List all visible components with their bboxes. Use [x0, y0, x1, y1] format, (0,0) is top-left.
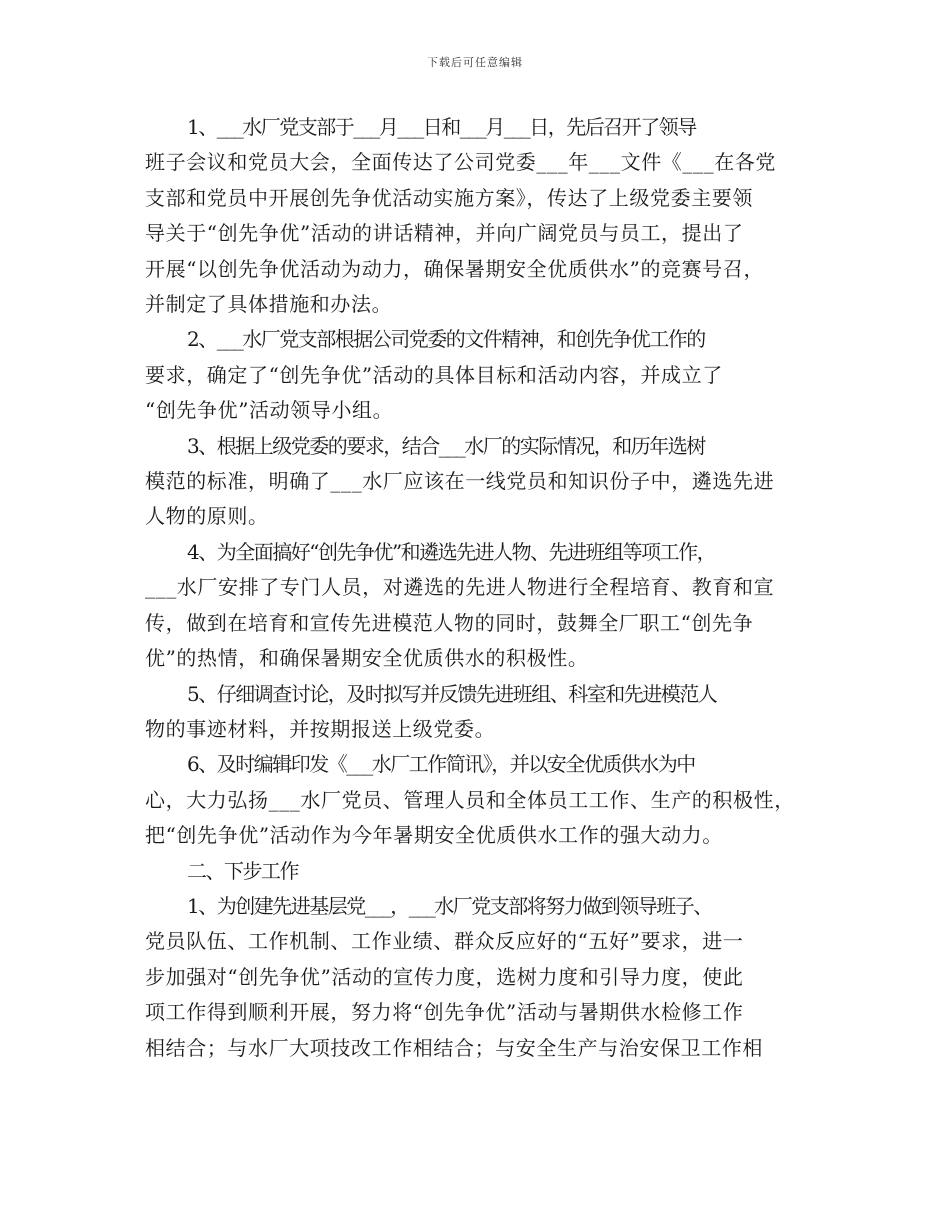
text-line: 开展“以创先争优活动为动力，确保暑期安全优质供水”的竞赛号召， — [145, 256, 765, 281]
text-line: 班子会议和党员大会，全面传达了公司党委___年___文件《___在各党 — [145, 150, 776, 175]
text-line: 党员队伍、工作机制、工作业绩、群众反应好的“五好”要求，进一 — [145, 929, 744, 954]
text-line: 1、___水厂党支部于___月___日和___月___日，先后召开了领导 — [187, 115, 696, 139]
document-body — [145, 110, 825, 1066]
text-line: 项工作得到顺利开展，努力将“创先争优”活动与暑期供水检修工作 — [145, 1000, 744, 1025]
text-line: 步加强对“创先争优”活动的宣传力度，选树力度和引导力度，使此 — [145, 964, 744, 989]
text-line: 把“创先争优”活动作为今年暑期安全优质供水工作的强大动力。 — [145, 823, 723, 848]
text-line: ___水厂安排了专门人员，对遴选的先进人物进行全程培育、教育和宣 — [145, 575, 775, 600]
text-line: 优”的热情，和确保暑期安全优质供水的积极性。 — [145, 646, 589, 671]
text-line: 2、___水厂党支部根据公司党委的文件精神，和创先争优工作的 — [187, 327, 705, 352]
text-line: 心，大力弘扬___水厂党员、管理人员和全体员工工作、生产的积极性， — [145, 787, 795, 812]
text-line: 5、仔细调查讨论，及时拟写并反馈先进班组、科室和先进模范人 — [187, 681, 717, 706]
text-line: “创先争优”活动领导小组。 — [145, 398, 394, 423]
text-line: 人物的原则。 — [145, 504, 269, 529]
text-line: 导关于“创先争优”活动的讲话精神，并向广阔党员与员工，提出了 — [145, 221, 744, 246]
text-line: 3、根据上级党委的要求，结合___水厂的实际情况，和历年选树 — [187, 433, 705, 458]
text-line: 相结合；与水厂大项技改工作相结合；与安全生产与治安保卫工作相 — [145, 1035, 763, 1060]
text-line: 6、及时编辑印发《___水厂工作简讯》，并以安全优质供水为中 — [187, 752, 695, 777]
text-line: 传，做到在培育和宣传先进模范人物的同时，鼓舞全厂职工“创先争 — [145, 610, 754, 635]
text-line: 二、下步工作 — [187, 858, 298, 883]
text-line: 1、为创建先进基层党___，___水厂党支部将努力做到领导班子、 — [187, 893, 712, 918]
text-line: 模范的标准，明确了___水厂应该在一线党员和知识份子中，遴选先进 — [145, 469, 775, 494]
text-line: 并制定了具体措施和办法。 — [145, 292, 393, 317]
text-line: 4、为全面搞好“创先争优”和遴选先进人物、先进班组等项工作， — [187, 539, 716, 564]
text-line: 物的事迹材料，并按期报送上级党委。 — [145, 716, 496, 741]
text-line: 支部和党员中开展创先争优活动实施方案》，传达了上级党委主要领 — [145, 185, 753, 210]
text-line: 要求，确定了“创先争优”活动的具体目标和活动内容，并成立了 — [145, 362, 723, 387]
page-header: 下载后可任意编辑 — [427, 56, 523, 69]
